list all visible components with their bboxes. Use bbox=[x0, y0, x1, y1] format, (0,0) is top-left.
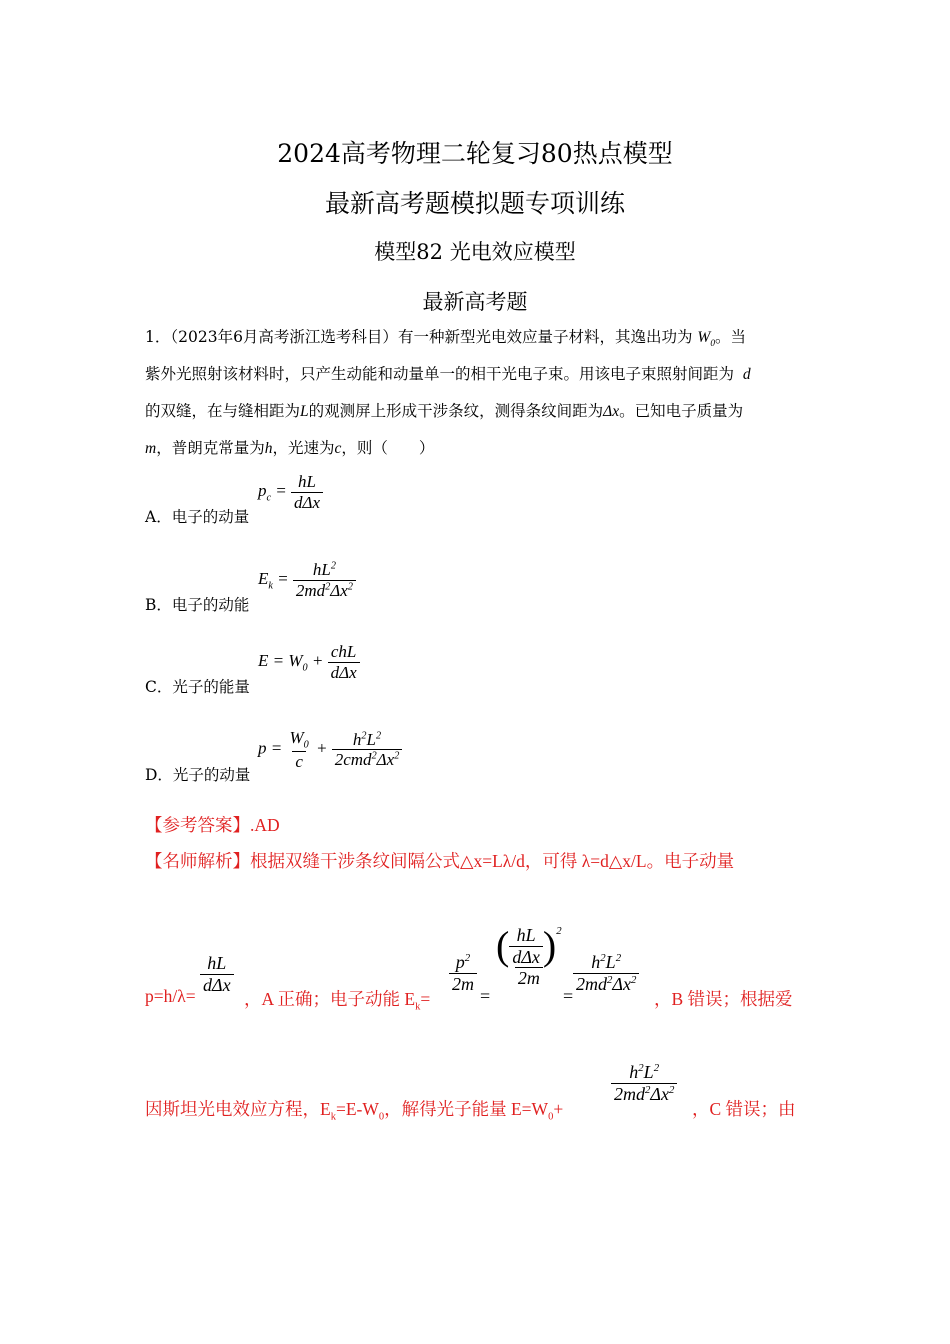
kinetic-energy-formula-3: $\frac{h^2L^2}{2md^2\Delta x^2}$ bbox=[573, 952, 639, 994]
document-page: 2024高考物理二轮复习80热点模型 最新高考题模拟题专项训练 模型82 光电效应模型 最新高考题 1．（2023年6月高考浙江选考科目）有一种新型光电效应量子材料，其逸出功为 $W_0$。当 紫外光照射该材料时，只产生动能和动量单一的相干光电子束。用该电子束照射间距为 d 的双缝，在与缝相距为L的观测屏上形成干涉条纹，测得条纹间距为Δx。已知电子质量为 m，普朗克常量为h，光速为c，则（ ） A．电子的动量 $p_c$ = $\frac{hL}{\text{dΔx}}$ B．电子的动能 $E_k$ = $\frac{hL^2}{2md^2\Delta x^2}$ C．光子的能量 $E = W_0$ + $\frac{\text{chL}}{\text{dΔx}}$ D．光子的动量 p = $\frac{W_0}{c}$ + $\frac{h^2L^2}{2cmd^2\Delta x^2}$ 【参考答案】.AD 【名师解析】根据双缝干涉条纹间隔公式△x=Lλ/d，可得 λ=d△x/L。电子动量 p=h/λ= $\frac{hL}{\text{dΔx}}$ ，A 正确；电子动能 $E_k=$ $\frac{p^2}{2m}$ = ( $\frac{hL}{\text{dΔx}}$ ) $^2$ 2m = $\frac{h^2L^2}{2md^2\Delta x^2}$ ，B 错误；根据爱 因斯坦光电效应方程，$E_k=E-W_0$，解得光子能量 $E=W_0+$ $\frac{h^2L^2}{2md^2\Delta x^2}$ ，C 错误；由 bbox=[0, 0, 950, 1344]
option-b-label: B．电子的动能 bbox=[145, 596, 250, 614]
document-title: 2024高考物理二轮复习80热点模型 bbox=[277, 139, 673, 168]
option-b-formula: $E_k$ = $\frac{hL^2}{2md^2\Delta x^2}$ bbox=[258, 560, 356, 600]
option-c-label: C．光子的能量 bbox=[145, 678, 250, 696]
momentum-formula: $\frac{hL}{\text{dΔx}}$ bbox=[200, 953, 234, 995]
option-d-formula: p = $\frac{W_0}{c}$ + $\frac{h^2L^2}{2cmd^2\Delta x^2}$ bbox=[258, 728, 402, 772]
analysis-label: 【名师解析】 bbox=[145, 851, 250, 871]
question-line-2: 紫外光照射该材料时，只产生动能和动量单一的相干光电子束。用该电子束照射间距为 d bbox=[145, 365, 751, 383]
option-c-formula: $E = W_0$ + $\frac{\text{chL}}{\text{dΔx}}$ bbox=[258, 642, 360, 682]
analysis-line-1: 【名师解析】根据双缝干涉条纹间隔公式△x=Lλ/d，可得 λ=d△x/L。电子动量 bbox=[145, 851, 735, 871]
section-title: 最新高考题 bbox=[422, 290, 528, 314]
kinetic-energy-formula-2: ( $\frac{hL}{\text{dΔx}}$ ) $^2$ 2m bbox=[496, 923, 562, 989]
model-title: 模型82 光电效应模型 bbox=[374, 240, 576, 264]
question-source: （2023年6月高考浙江选考科目） bbox=[170, 328, 398, 346]
analysis-line-3: 因斯坦光电效应方程，$E_k=E-W_0$，解得光子能量 $E=W_0+$ bbox=[145, 1099, 564, 1123]
analysis-line-2: p=h/λ= bbox=[145, 986, 196, 1006]
question-line-3: 的双缝，在与缝相距为L的观测屏上形成干涉条纹，测得条纹间距为Δx。已知电子质量为 bbox=[145, 402, 744, 420]
kinetic-energy-formula-1: $\frac{p^2}{2m}$ bbox=[449, 952, 477, 994]
option-a-formula: $p_c$ = $\frac{hL}{\text{dΔx}}$ bbox=[258, 472, 323, 512]
answer-line bbox=[145, 812, 280, 837]
option-d-label: D．光子的动量 bbox=[145, 766, 251, 784]
question-line-4: m，普朗克常量为h，光速为c，则（ ） bbox=[145, 439, 435, 457]
work-function-symbol: $W_0$ bbox=[697, 329, 715, 350]
answer-label: 【参考答案】 bbox=[145, 815, 250, 835]
question-line-1: 1．（2023年6月高考浙江选考科目）有一种新型光电效应量子材料，其逸出功为 $W_0$。当 bbox=[145, 328, 746, 350]
answer-value: .AD bbox=[250, 815, 280, 835]
option-a-label: A．电子的动量 bbox=[145, 508, 250, 526]
document-subtitle: 最新高考题模拟题专项训练 bbox=[324, 189, 625, 218]
photon-energy-formula: $\frac{h^2L^2}{2md^2\Delta x^2}$ bbox=[611, 1062, 677, 1104]
